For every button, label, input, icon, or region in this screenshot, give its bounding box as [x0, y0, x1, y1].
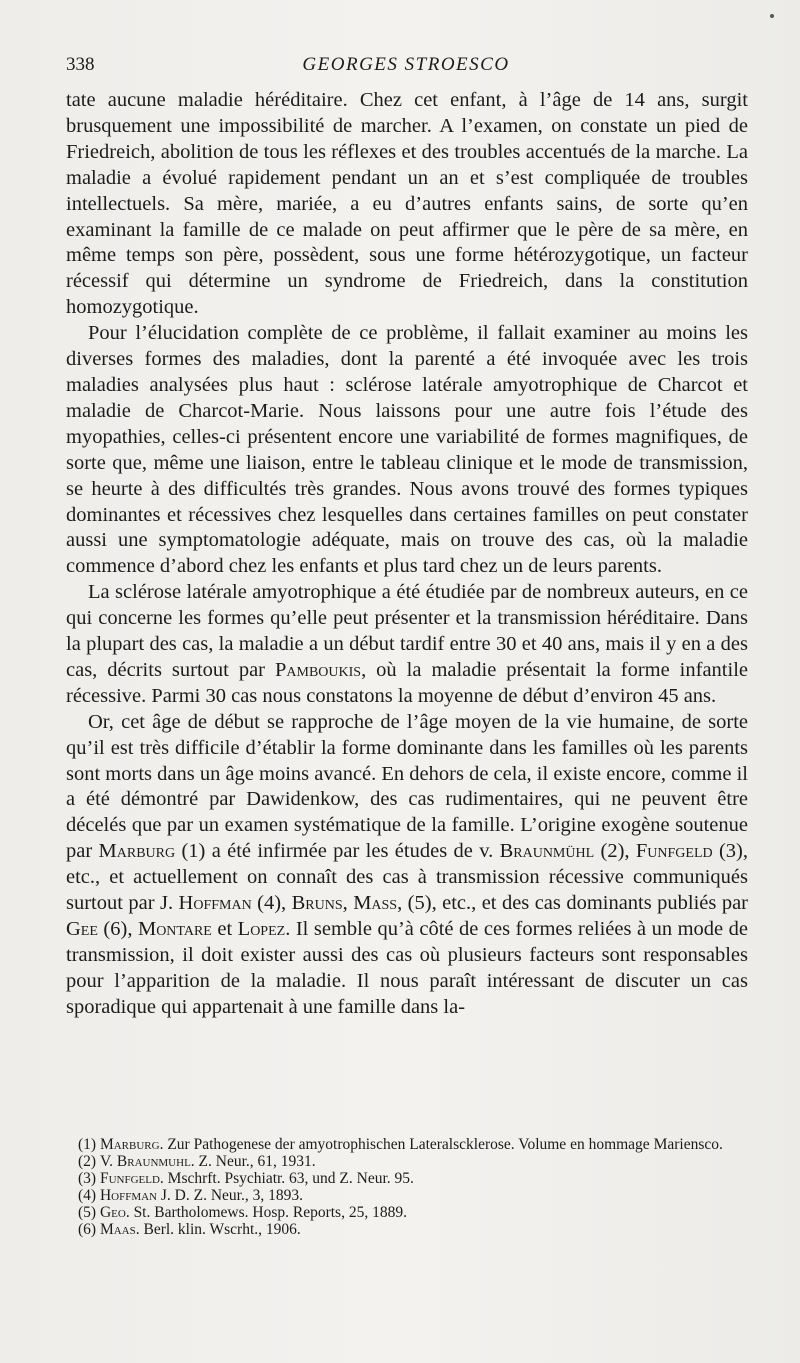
author-name: Funfgeld — [635, 840, 713, 863]
page-header — [66, 54, 746, 84]
author-name: Braunmühl — [499, 840, 595, 863]
paragraph-1-text: tate aucune maladie héréditaire. Chez cet enfant, à l’âge de 14 ans, surgit brusquement une impossibilité de marcher. A l’examen, on constate un pied de Friedreich, abolition de tous les réflexes et des troubles accentués de la marche. La maladie a évolué rapidement pendant un an et s’est compliquée de troubles intellectuels. Sa mère, mariée, a eu d’autres enfants sains, de sorte qu’en examinant la famille de ce malade on peut affirmer que le père de sa mère, en même temps son père, possèdent, sous une forme hétérozygotique, un facteur récessif qui détermine un syndrome de Friedreich, dans la constitution homozygotique. — [66, 89, 748, 319]
footnote-3 — [66, 1170, 748, 1187]
paragraph-4-text-f: , — [342, 892, 354, 915]
footnote-4 — [66, 1187, 748, 1204]
footnote-text: . Berl. klin. Wscrht., 1906. — [135, 1221, 301, 1238]
footnote-author: Hoffman — [99, 1187, 157, 1204]
page-number: 338 — [66, 54, 95, 75]
footnote-author: Marburg — [99, 1136, 160, 1153]
footnote-number: (1) — [78, 1136, 97, 1153]
footnote-author: Maas — [99, 1221, 136, 1238]
paragraph-4-text-b: (1) a été infirmée par les études de v. — [175, 840, 500, 863]
body-text — [66, 88, 748, 1021]
footnote-number: (6) — [78, 1221, 97, 1238]
running-title: GEORGES STROESCO — [302, 54, 510, 75]
footnote-text: . Mschrft. Psychiatr. 63, und Z. Neur. 95. — [159, 1170, 414, 1187]
author-name: Pamboukis — [275, 658, 362, 681]
footnote-author: Funfgeld — [99, 1170, 160, 1187]
paragraph-4-text-e: (4), — [251, 892, 292, 915]
paragraph-3-text-a: La sclérose latérale amyotrophique a été étudiée par de nombreux auteurs, en ce qui concerne les formes qu’elle peut présenter et la transmission héréditaire. Dans la plupart des cas, la maladie a un début tardif entre 30 et 40 ans, mais il y en a des cas, décrits surtout par — [66, 581, 748, 681]
footnote-1 — [66, 1136, 748, 1153]
paragraph-4-text-c: (2), — [594, 840, 636, 863]
paragraph-3-text-b: , où la maladie présentait la forme infantile récessive. Parmi 30 cas nous constatons la moyenne de début d’environ 45 ans. — [66, 658, 748, 707]
author-name: Gee — [66, 918, 98, 940]
footnote-number: (2) — [78, 1153, 97, 1170]
paragraph-4-text-i: et — [211, 918, 238, 940]
paragraph-4-text-d: (3), etc., et actuellement on connaît des cas à transmission récessive communiqués surtout par J. — [66, 840, 748, 915]
author-name: Lopez — [237, 918, 286, 940]
footnote-text: . Zur Pathogenese der amyotrophischen Lateralscklerose. Volume en hommage Mariensco. — [159, 1136, 723, 1153]
author-name: Mass — [353, 892, 398, 915]
author-name: Marburg — [98, 840, 176, 863]
paragraph-3 — [66, 580, 748, 710]
paragraph-4-text-g: , (5), etc., et des cas dominants publiés par — [397, 892, 748, 915]
author-name: Montare — [137, 918, 212, 940]
footnote-text: . St. Bartholomews. Hosp. Reports, 25, 1889. — [125, 1204, 407, 1221]
footnote-number: (3) — [78, 1170, 97, 1187]
footnote-text: J. D. Z. Neur., 3, 1893. — [157, 1187, 303, 1204]
footnote-author: V. Braunmuhl — [99, 1153, 191, 1170]
footnote-number: (5) — [78, 1204, 97, 1221]
footnote-6 — [66, 1221, 748, 1238]
author-name: Hoffman — [178, 892, 252, 915]
paragraph-1 — [66, 88, 748, 321]
footnotes — [66, 1136, 748, 1238]
footnote-number: (4) — [78, 1187, 97, 1204]
author-name: Bruns — [291, 892, 343, 915]
footnote-text: . Z. Neur., 61, 1931. — [190, 1153, 316, 1170]
paragraph-2 — [66, 321, 748, 580]
paragraph-4-text-j: . Il semble qu’à côté de ces formes reliées à un mode de transmission, il doit exister aussi des cas où plusieurs facteurs sont responsables pour l’apparition de la maladie. Il nous paraît intéressant de discuter un cas sporadique qui appartenait à une famille dans la- — [66, 918, 749, 1018]
paragraph-4-text-h: (6), — [97, 918, 138, 940]
footnote-2 — [66, 1153, 748, 1170]
paragraph-4 — [66, 710, 748, 1021]
paragraph-4-text-a: Or, cet âge de début se rapproche de l’âge moyen de la vie humaine, de sorte qu’il est très difficile d’établir la forme dominante dans les familles où les parents sont morts dans un âge moins avancé. En dehors de cela, il existe encore, comme il a été démontré par Dawidenkow, des cas rudimentaires, qui ne peuvent être décelés que par un examen systématique de la famille. L’origine exogène soutenue par — [66, 710, 748, 863]
footnote-author: Geo — [99, 1204, 126, 1221]
paragraph-2-text: Pour l’élucidation complète de ce problème, il fallait examiner au moins les diverses formes des maladies, dont la parenté a été invoquée avec les trois maladies analysées plus haut : sclérose latérale amyotrophique de Charcot et maladie de Charcot-Marie. Nous laissons pour une autre fois l’étude des myopathies, celles-ci présentent encore une variabilité de formes magnifiques, de sorte que, même une liaison, entre le tableau clinique et le mode de transmission, se heurte à des difficultés très grandes. Nous avons trouvé des formes typiques dominantes et récessives chez lesquelles dans certaines familles on peut constater aussi une symptomatologie adéquate, mais on trouve des cas, où la maladie commence d’abord chez les enfants et plus tard chez un de leurs parents. — [66, 322, 748, 578]
ink-spot — [770, 14, 774, 18]
footnote-5 — [66, 1204, 748, 1221]
